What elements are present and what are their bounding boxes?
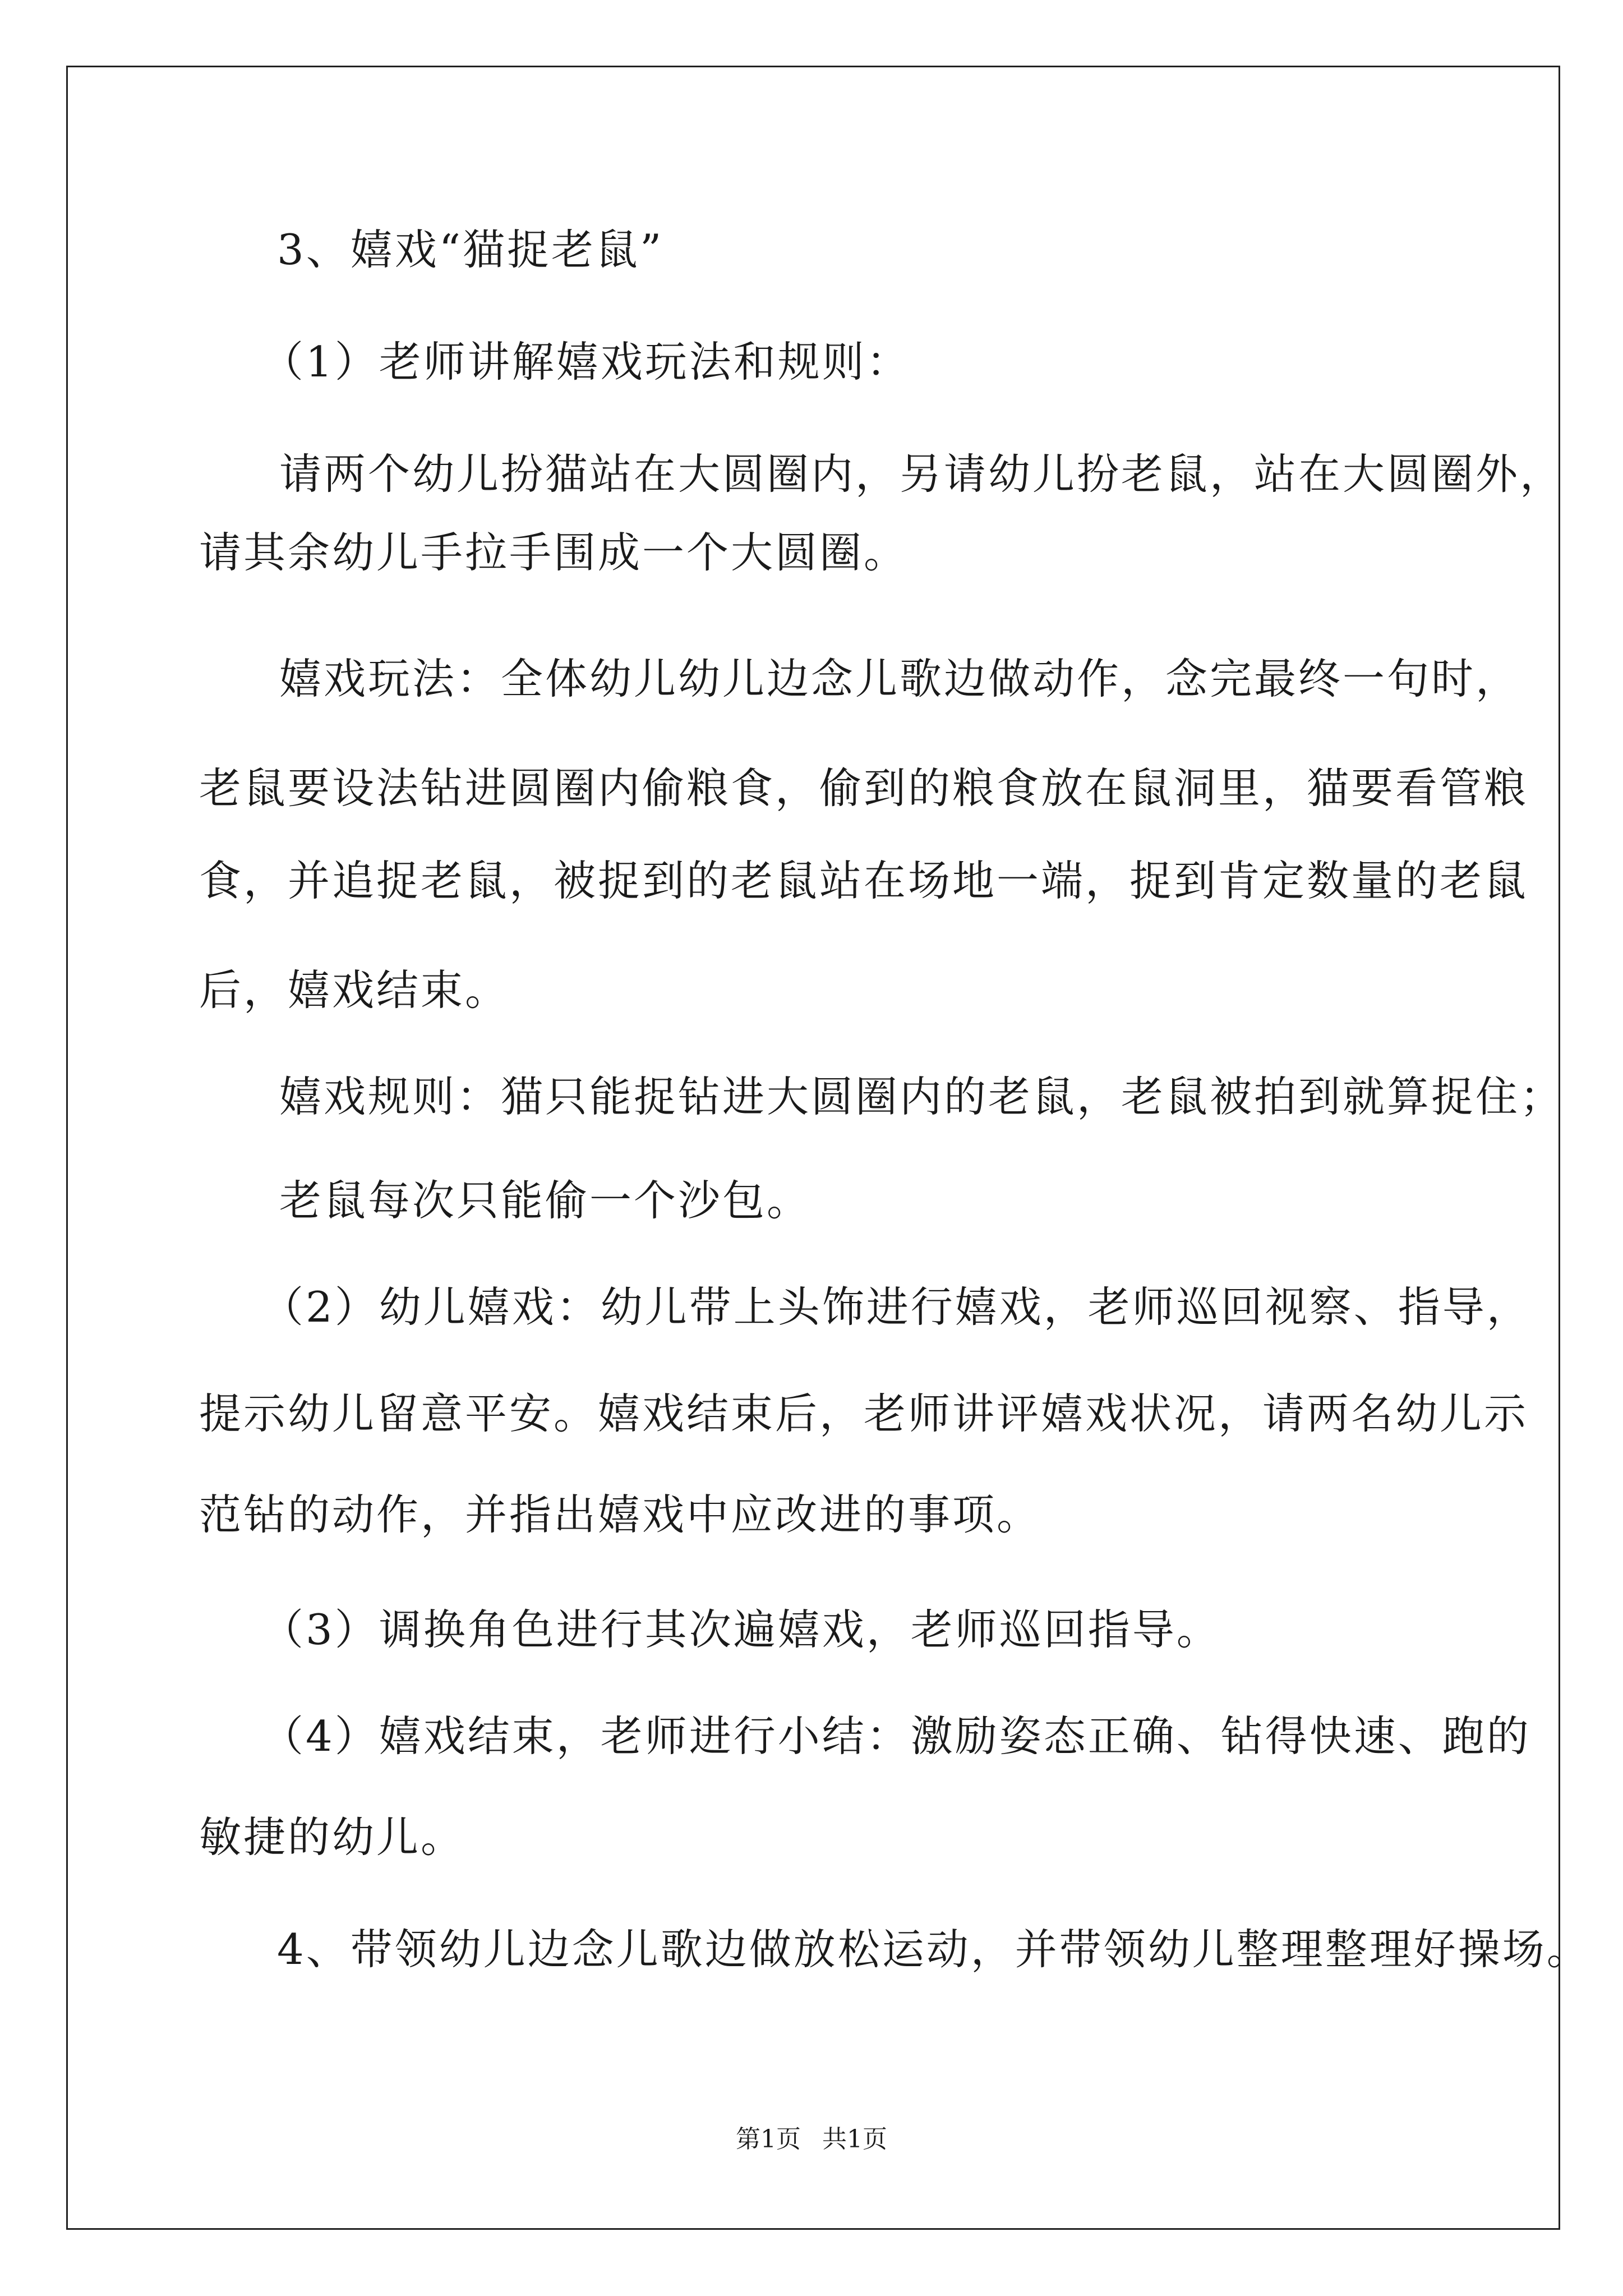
page-number: 第1页 <box>736 2125 801 2154</box>
page-border <box>66 66 1560 2230</box>
paragraph-line: 老鼠要设法钻进圆圈内偷粮食，偷到的粮食放在鼠洞里，猫要看管粮 <box>199 763 1529 813</box>
paragraph-line: （2）幼儿嬉戏：幼儿带上头饰进行嬉戏，老师巡回视察、指导， <box>261 1282 1531 1332</box>
paragraph-line: 食，并追捉老鼠，被捉到的老鼠站在场地一端，捉到肯定数量的老鼠 <box>199 856 1529 905</box>
page-total: 共1页 <box>822 2125 887 2154</box>
section-heading: 4、带领幼儿边念儿歌边做放松运动，并带领幼儿整理整理好操场。 <box>277 1925 1591 1974</box>
paragraph-line: 敏捷的幼儿。 <box>199 1812 465 1862</box>
paragraph-line: 请其余幼儿手拉手围成一个大圆圈。 <box>199 528 909 577</box>
paragraph-line: 范钻的动作，并指出嬉戏中应改进的事项。 <box>199 1490 1041 1539</box>
paragraph-line: （3）调换角色进行其次遍嬉戏，老师巡回指导。 <box>261 1605 1221 1654</box>
page-footer <box>0 2123 1623 2156</box>
paragraph-line: 后，嬉戏结束。 <box>199 965 510 1015</box>
paragraph-line: 请两个幼儿扮猫站在大圆圈内，另请幼儿扮老鼠，站在大圆圈外， <box>279 449 1565 499</box>
paragraph-line: 老鼠每次只能偷一个沙包。 <box>279 1176 811 1225</box>
paragraph-line: 嬉戏规则：猫只能捉钻进大圆圈内的老鼠，老鼠被拍到就算捉住； <box>279 1072 1565 1121</box>
paragraph-line: （4）嬉戏结束，老师进行小结：激励姿态正确、钻得快速、跑的 <box>261 1711 1531 1761</box>
paragraph-line: 嬉戏玩法：全体幼儿幼儿边念儿歌边做动作，念完最终一句时， <box>279 654 1520 703</box>
paragraph-line: 提示幼儿留意平安。嬉戏结束后，老师讲评嬉戏状况，请两名幼儿示 <box>199 1389 1529 1438</box>
paragraph-line: （1）老师讲解嬉戏玩法和规则： <box>261 337 911 386</box>
section-heading: 3、嬉戏“猫捉老鼠” <box>277 225 664 274</box>
